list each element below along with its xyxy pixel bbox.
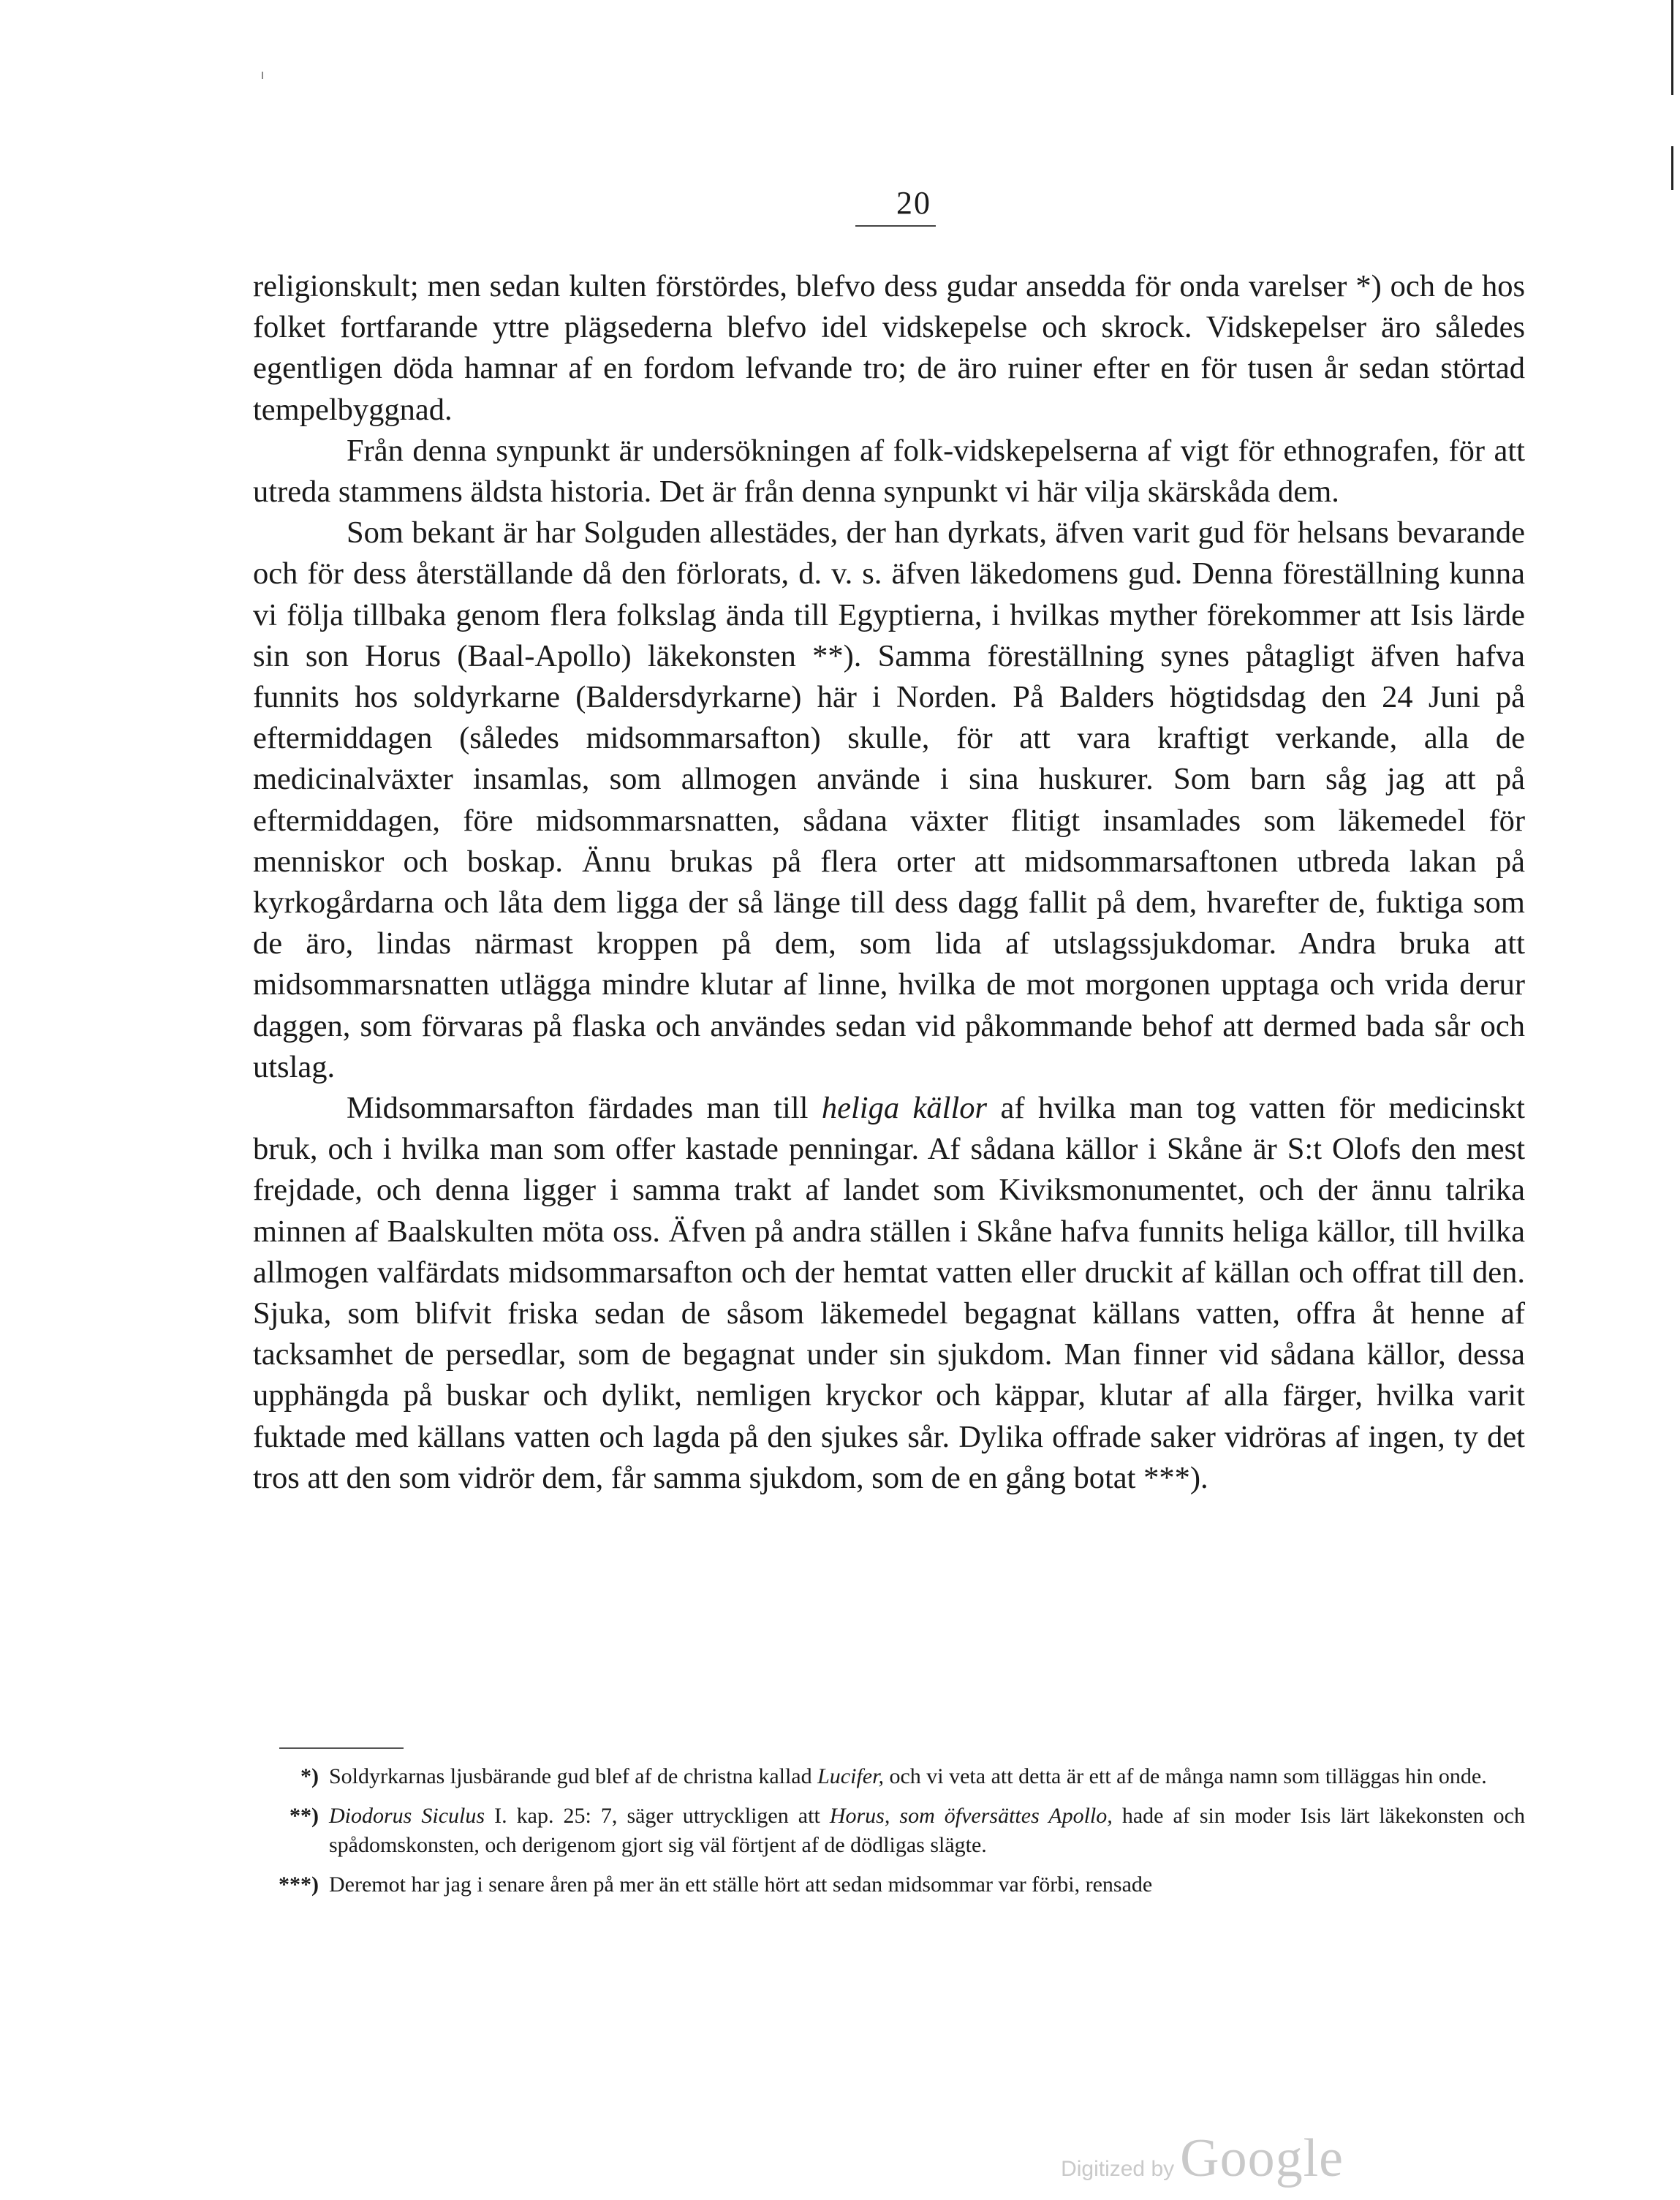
paragraph: [253, 1088, 1525, 1499]
italic-phrase: heliga källor: [821, 1091, 988, 1126]
footnote: [253, 1762, 1525, 1791]
footnote-segment: hade af sin moder Isis lärt läkekonsten och spådomskonsten, och derigenom gjort sig väl förtjent af de dödligas slägte.: [329, 1804, 1525, 1857]
footnote-segment: Deremot har jag i senare åren på mer än ett ställe hört att sedan midsommar var förbi, rensade: [329, 1872, 1153, 1897]
footnote-text: [329, 1762, 1525, 1791]
footnote-rule: [279, 1747, 404, 1749]
scan-edge-mark-top: [1671, 0, 1673, 95]
footnote-italic: Horus, som öfversättes Apollo,: [829, 1804, 1113, 1828]
watermark-digitized-text: Digitized by: [1061, 2157, 1175, 2181]
paragraph: [253, 513, 1525, 1088]
footnote-mark: *): [300, 1764, 319, 1788]
scan-edge-mark-mid: [1671, 146, 1673, 190]
page-number: 20: [896, 185, 931, 221]
footnote-segment: I. kap. 25: 7, säger uttryckligen att: [485, 1804, 830, 1828]
footnote-segment: och vi veta att detta är ett af de många namn som tilläggas hin onde.: [883, 1764, 1487, 1788]
footnote-segment: Soldyrkarnas ljusbärande gud blef af de christna kallad: [329, 1764, 818, 1788]
footnote: [253, 1870, 1525, 1900]
footnote-mark: **): [290, 1804, 319, 1828]
footnotes: [253, 1762, 1525, 1910]
page-number-rule: [855, 225, 936, 227]
paragraph-text: religionskult; men sedan kulten förstördes, blefvo dess gudar ansedda för onda varelser *) och de hos folket fortfarande yttre plägsederna blefvo idel vidskepelse och skrock. Vidskepelser äro således egentligen döda hamnar af en fordom lefvande tro; de äro ruiner efter en för tusen år sedan störtad tempelbyggnad.: [253, 269, 1525, 427]
footnote-text: [329, 1870, 1525, 1900]
paragraph-text: Midsommarsafton färdades man till: [347, 1091, 822, 1126]
paragraph: [253, 266, 1525, 431]
paragraph-text: af hvilka man tog vatten för medicinskt bruk, och i hvilka man som offer kastade penningar. Af sådana källor i Skåne är S:t Olofs den mest frejdade, och denna ligger i samma trakt af landet som Kiviksmonumentet, och der ännu talrika minnen af Baalskulten möta oss. Äfven på andra ställen i Skåne hafva funnits heliga källor, till hvilka allmogen valfärdats midsommarsafton och der hemtat vatten eller druckit af källan och offrat till den. Sjuka, som blifvit friska sedan de såsom läkemedel begagnat källans vatten, offra åt henne af tacksamhet de persedlar, som de begagnat under sin sjukdom. Man finner vid sådana källor, dessa upphängda på buskar och dylikt, nemligen kryckor och käppar, klutar af alla färger, hvilka varit fuktade med källans vatten och lagda på den sjukes sår. Dylika offrade saker vidröras af ingen, ty det tros att den som vidrör dem, får samma sjukdom, som de en gång botat ***).: [253, 1091, 1525, 1495]
footnote-mark: ***): [279, 1872, 319, 1897]
footnote: [253, 1802, 1525, 1860]
body-text: [253, 266, 1525, 1499]
watermark-brand-text: Google: [1180, 2128, 1344, 2188]
footnote-italic: Diodorus Siculus: [329, 1804, 485, 1828]
paragraph-text: Från denna synpunkt är undersökningen af folk-vidskepelserna af vigt för ethnografen, för att utreda stammens äldsta historia. Det är från denna synpunkt vi här vilja skärskåda dem.: [253, 433, 1525, 510]
footnote-text: [329, 1802, 1525, 1860]
digitized-by-google-watermark: [993, 2128, 1344, 2193]
footnote-italic: Lucifer,: [817, 1764, 884, 1788]
scan-dust-mark: [262, 72, 263, 79]
paragraph: [253, 431, 1525, 513]
paragraph-text: Som bekant är har Solguden allestädes, der han dyrkats, äfven varit gud för helsans bevarande och för dess återställande då den förlorats, d. v. s. äfven läkedomens gud. Denna föreställning kunna vi följa tillbaka genom flera folkslag ända till Egyptierna, i hvilkas myther förekommer att Isis lärde sin son Horus (Baal-Apollo) läkekonsten **). Samma föreställning synes påtagligt äfven hafva funnits hos soldyrkarne (Baldersdyrkarne) här i Norden. På Balders högtidsdag den 24 Juni på eftermiddagen (således midsommarsafton) skulle, för att vara kraftigt verkande, alla de medicinalväxter insamlas, som allmogen använde i sina huskurer. Som barn såg jag att på eftermiddagen, före midsommarsnatten, sådana växter flitigt insamlades som läkemedel för menniskor och boskap. Ännu brukas på flera orter att midsommarsaftonen utbreda lakan på kyrkogårdarna och låta dem ligga der så länge till dess dagg fallit på dem, hvarefter de, fuktiga som de äro, lindas närmast kroppen på dem, som lida af utslagssjukdomar. Andra bruka att midsommarsnatten utlägga mindre klutar af linne, hvilka de mot morgonen upptaga och vrida derur daggen, som förvaras på flaska och användes sedan vid påkommande behof att dermed bada sår och utslag.: [253, 515, 1525, 1084]
